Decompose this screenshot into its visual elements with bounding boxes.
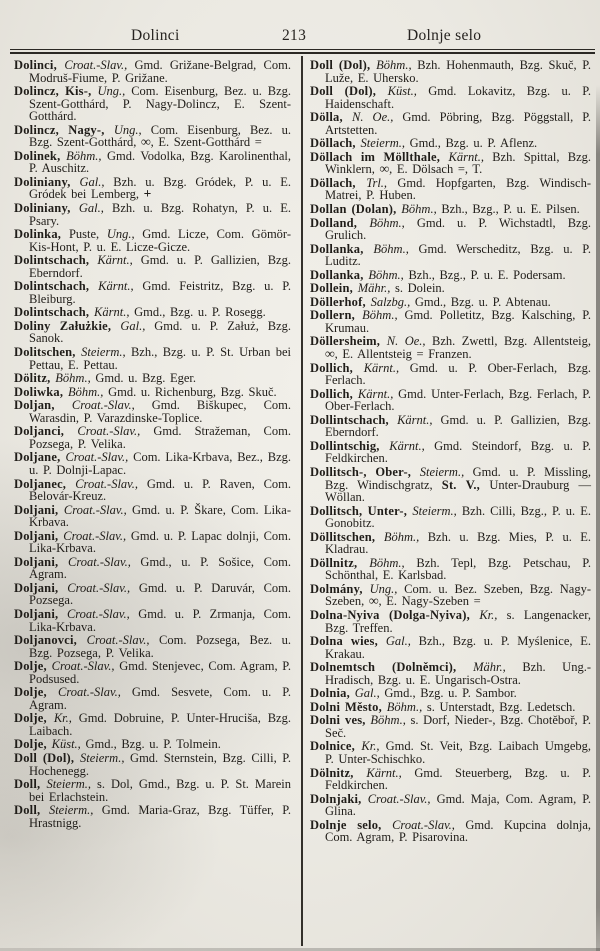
entry-headword: Dolincz, Kis-, [14, 84, 98, 99]
entry-headword: Dolintschach, [14, 253, 98, 268]
entry-headword: Dolje, [14, 737, 52, 752]
entry-region-abbrev: Croat.-Slav., [51, 659, 120, 674]
gazetteer-entry [310, 177, 591, 202]
entry-text: Gmd. Stražeman, Com. Pozsega, P. Velika. [29, 424, 291, 451]
gazetteer-entry [310, 661, 591, 686]
entry-text: Bzh. Hohenmauth, Bzg. Skuč, P. Luže, E. Uhersko. [325, 58, 591, 85]
entry-text: Gmd. Feistritz, Bzg. u. P. Bleiburg. [29, 279, 291, 306]
entry-region-abbrev: Böhm., [401, 202, 442, 217]
gazetteer-entry [14, 59, 291, 84]
gazetteer-entry [310, 466, 591, 504]
entry-region-abbrev: Kärnt., [98, 279, 143, 294]
gazetteer-entry [14, 425, 291, 450]
entry-headword: Doliniany, [14, 174, 80, 189]
entry-text: Gmd. Biškupec, Com. Warasdin, P. Varazdinske-Toplice. [29, 398, 292, 425]
gazetteer-entry [14, 228, 291, 253]
entry-region-abbrev: Kärnt., [94, 305, 135, 320]
entry-text: Gmd., Bzg. u. P. Abtenau. [414, 294, 551, 309]
entry-text: Gmd. Hopfgarten, Bzg. Windisch-Matrei, P. Huben. [325, 175, 591, 203]
header-right-keyword: Dolnje selo [407, 27, 482, 44]
entry-headword: Dölitz, [14, 371, 56, 386]
gazetteer-entry [14, 280, 291, 305]
entry-region-abbrev: Ung., [369, 581, 405, 596]
postal-telegraph-symbol: ∞ [141, 134, 151, 150]
gazetteer-entry [14, 176, 291, 201]
gazetteer-entry [14, 752, 291, 777]
entry-headword: Dollein, [310, 281, 358, 296]
entry-text: Gmd. u. Bzg. Eger. [95, 371, 197, 386]
entry-region-abbrev: N. Oe., [386, 334, 432, 349]
entry-headword: Dolnjaki, [310, 791, 368, 806]
entry-text: Bzh., Bzg. u. P. Myślenice, E. Krakau. [325, 634, 592, 661]
entry-text: Gmd. Maja, Com. Agram, P. Glina. [325, 791, 591, 819]
entry-text: Gmd. Sternstein, Bzg. Cilli, P. Hochenegg. [29, 750, 291, 778]
gazetteer-entry [14, 712, 291, 737]
gazetteer-entry [310, 362, 591, 387]
entry-headword: Dolni Město, [310, 699, 387, 714]
entry-headword: Dolinek, [14, 148, 67, 163]
entry-region-abbrev: Mähr., [473, 660, 523, 675]
entry-text: s. Dolein. [395, 281, 445, 296]
entry-text: Gmd., u. P. Sošice, Com. Agram. [29, 554, 292, 582]
text-columns [14, 59, 594, 947]
running-header [0, 27, 600, 47]
entry-region-abbrev: Gal., [354, 686, 385, 701]
gazetteer-entry [310, 793, 591, 818]
entry-text: Com. Eisenburg, Bez. u. Bzg. Szent-Gotthárd, P. Nagy-Dolincz, E. Szent-Gotthárd. [29, 84, 291, 124]
entry-headword: Dolje, [14, 711, 54, 726]
entry-region-abbrev: Steierm., [80, 750, 131, 765]
entry-region-abbrev: Böhm., [383, 529, 428, 544]
entry-region-abbrev: Croat.-Slav., [67, 580, 139, 595]
entry-region-abbrev: Croat.-Slav., [64, 58, 135, 72]
entry-headword: Dollintschig, [310, 438, 390, 453]
entry-text: Gmd., Bzg. u. P. Rosegg. [134, 305, 266, 320]
entry-region-abbrev: Ung., [106, 227, 143, 242]
entry-text: Bzh. u. Bzg. Rohatyn, P. u. E. Psary. [29, 201, 291, 228]
entry-headword: Doljani, [14, 554, 69, 569]
entry-region-abbrev: Kärnt., [448, 149, 493, 164]
entry-text: Gmd., Bzg. u. P. Tolmein. [85, 737, 221, 752]
entry-text: Gmd. u. P. Daruvár, Com. Pozsega. [29, 580, 292, 608]
left-column [14, 59, 291, 830]
entry-region-abbrev: Steierm., [81, 345, 131, 360]
entry-region-abbrev: Böhm., [68, 384, 109, 399]
entry-headword: Dolje, [14, 659, 52, 674]
entry-headword: Doliwka, [14, 384, 69, 399]
gazetteer-entry [14, 504, 291, 529]
entry-headword: Doliniany, [14, 201, 79, 216]
entry-text: s. Langenacker, Bzg. Treffen. [325, 607, 591, 635]
entry-region-abbrev: Croat.-Slav., [65, 450, 134, 465]
gazetteer-entry [14, 451, 291, 476]
entry-headword: Dollintschach, [310, 412, 398, 427]
entry-headword: Dollitsch-, Ober-, [310, 464, 420, 479]
entry-text: Gmd. Licze, Com. Gömör-Kis-Hont, P. u. E. Licze-Gicze. [29, 227, 292, 254]
entry-headword: Doll (Dol), [310, 58, 377, 72]
entry-region-abbrev: Croat.-Slav., [71, 398, 152, 413]
entry-headword: Dolinka, [14, 227, 69, 242]
entry-headword: Doljanovci, [14, 633, 87, 648]
entry-text: Gmd. u. P. Załuż, Bzg. Sanok. [29, 318, 292, 346]
entry-region-abbrev: Mähr., [357, 281, 396, 296]
gazetteer-entry [14, 150, 291, 175]
entry-text: , E. Szent-Gotthárd = [150, 135, 262, 150]
postal-telegraph-symbol: + [143, 186, 152, 202]
gazetteer-entry [310, 557, 591, 582]
entry-headword: Doljani, [14, 528, 64, 543]
gazetteer-entry [310, 282, 591, 295]
entry-headword: Doljani, [14, 606, 67, 621]
entry-text: Gmd. u. P. Missling, Bzg. Windischgratz, [325, 464, 592, 492]
entry-text: Bzh. Ung.-Hradisch, Bzg. u. E. Ungarisch-Ostra. [325, 660, 591, 687]
gazetteer-entry [310, 59, 591, 84]
entry-headword: Dolintschach, [14, 279, 99, 294]
entry-text: Bzh. Spittal, Bzg. Winklern, [325, 149, 591, 177]
entry-region-abbrev: Böhm., [376, 58, 418, 72]
entry-region-abbrev: Gal., [78, 201, 113, 216]
entry-headword: Doll (Dol), [310, 84, 388, 99]
entry-text: Bzh. Cilli, Bzg., P. u. E. Gonobitz. [325, 503, 591, 531]
gazetteer-entry [14, 386, 291, 399]
entry-region-abbrev: Kr., [53, 711, 79, 726]
entry-text: s. Dorf, Nieder-, Bzg. Chotěboř, P. Seč. [325, 713, 591, 740]
entry-region-abbrev: Steierm., [360, 136, 410, 151]
header-rule [10, 49, 595, 54]
entry-headword: Dolitschen, [14, 345, 82, 360]
gazetteer-entry [310, 609, 591, 634]
gazetteer-entry [310, 388, 591, 413]
entry-region-abbrev: N. Oe., [352, 110, 403, 125]
entry-region-abbrev: Croat.-Slav., [392, 817, 466, 832]
entry-headword: Dölnitz, [310, 765, 367, 780]
gazetteer-entry [310, 687, 591, 700]
entry-headword: Dolland, [310, 215, 370, 230]
gazetteer-entry [14, 556, 291, 581]
entry-headword: Dölla, [310, 110, 353, 125]
gazetteer-entry [310, 151, 591, 176]
entry-region-abbrev: Gal., [120, 318, 155, 333]
entry-headword: Doljani, [14, 580, 68, 595]
entry-text: Gmd. Steuerberg, Bzg. u. P. Feldkirchen. [325, 765, 591, 793]
entry-text: Gmd. u. P. Ober-Ferlach, Bzg. Ferlach. [325, 360, 591, 388]
postal-telegraph-symbol: ∞ [379, 161, 390, 177]
entry-region-abbrev: Kärnt., [389, 438, 435, 453]
entry-text: Gmd. Maria-Graz, Bzg. Tüffer, P. Hrastnigg. [29, 803, 291, 830]
entry-region-abbrev: Steierm., [419, 464, 473, 479]
entry-region-abbrev: Kärnt., [366, 765, 415, 780]
entry-text: Gmd. Unter-Ferlach, Bzg. Ferlach, P. Ober-Ferlach. [325, 386, 591, 414]
entry-text: Gmd. u. P. Wichstadtl, Bzg. Grulich. [325, 215, 591, 243]
entry-headword: Doljanci, [14, 424, 78, 439]
entry-text: Gmd. Lokavitz, Bzg. u. P. Haidenschaft. [325, 84, 591, 111]
entry-text: s. Dol, Gmd., Bzg. u. P. St. Marein bei Erlachstein. [29, 777, 291, 804]
entry-headword: Dolincz, Nagy-, [14, 122, 114, 137]
gazetteer-entry [310, 414, 591, 439]
entry-text: Gmd. Kupcina dolnja, Com. Agram, P. Pisarovina. [325, 817, 591, 845]
gazetteer-entry [310, 217, 591, 242]
entry-region-abbrev: Böhm., [369, 215, 417, 230]
entry-region-abbrev: Croat.-Slav., [66, 606, 139, 621]
entry-text: Gmd. Steindorf, Bzg. u. P. Feldkirchen. [325, 438, 591, 466]
entry-region-abbrev: Böhm., [66, 148, 107, 163]
gazetteer-entry [14, 686, 291, 711]
entry-text: Gmd. St. Veit, Bzg. Laibach Umgebg, P. Unter-Schischko. [325, 739, 591, 766]
entry-headword: Dollich, [310, 360, 364, 375]
entry-region-abbrev: Kr., [479, 607, 507, 622]
gazetteer-entry [310, 111, 591, 136]
entry-text: Bzh. Zwettl, Bzg. Allentsteig, [432, 334, 591, 349]
entry-text: Bzh. Tepl, Bzg. Petschau, P. Schönthal, E. Karlsbad. [325, 555, 591, 583]
entry-region-abbrev: Kärnt., [397, 412, 441, 427]
gazetteer-entry [14, 608, 291, 633]
entry-region-abbrev: Steierm., [48, 803, 102, 818]
entry-region-abbrev: Böhm., [55, 371, 96, 386]
entry-region-abbrev: Croat.-Slav., [75, 476, 147, 491]
page-number: 213 [282, 27, 307, 44]
postal-telegraph-symbol: ∞ [325, 346, 335, 362]
gazetteer-entry [14, 320, 291, 345]
gazetteer-entry [14, 804, 291, 829]
entry-region-abbrev: Salzbg., [370, 294, 415, 309]
entry-text: Gmd. u. P. Zrmanja, Com. Lika-Krbava. [29, 606, 292, 634]
entry-headword: Dolje, [14, 685, 59, 700]
entry-region-abbrev: Böhm., [369, 555, 417, 570]
entry-text: Gmd. u. P. Gallizien, Bzg. Eberndorf. [29, 253, 291, 280]
entry-text: Bzh., Bzg., P. u. E. Pilsen. [441, 202, 580, 217]
entry-text: Gmd. Dobruine, P. Unter-Hruciša, Bzg. Laibach. [29, 711, 291, 738]
entry-region-abbrev: Böhm., [368, 267, 409, 282]
entry-text: Bzh. u. Bzg. Gródek, P. u. E. Gródek bei Lemberg, [29, 174, 291, 202]
entry-text: Gmd. Pöbring, Bzg. Pöggstall, P. Artstetten. [325, 110, 591, 137]
entry-region-abbrev: Kr., [361, 739, 386, 754]
gazetteer-entry [310, 583, 591, 608]
right-column [310, 59, 591, 845]
entry-headword: Dollanka, [310, 241, 374, 256]
entry-text: , E. Nagy-Szeben = [378, 594, 481, 609]
gazetteer-entry [310, 440, 591, 465]
entry-text: , E. Allentsteig = Franzen. [334, 347, 472, 362]
gazetteer-entry [14, 530, 291, 555]
entry-region-abbrev: Küst., [51, 737, 86, 752]
entry-headword: Dollanka, [310, 267, 369, 282]
entry-region-abbrev: Croat.-Slav., [367, 791, 437, 806]
entry-headword: Döllerhof, [310, 294, 371, 309]
entry-text: Unter-Drauburg — Wöllan. [325, 477, 591, 505]
gazetteer-entry [310, 714, 591, 739]
entry-headword: Dolinci, [14, 58, 65, 72]
gazetteer-entry [310, 740, 591, 765]
gazetteer-entry [310, 767, 591, 792]
gazetteer-entry [310, 269, 591, 282]
entry-text: Gmd. Grižane-Belgrad, Com. Modruš-Fiume, P. Grižane. [29, 58, 291, 85]
entry-headword: Döllach, [310, 175, 367, 190]
entry-headword: Doljane, [14, 450, 66, 465]
gazetteer-entry [310, 505, 591, 530]
entry-region-abbrev: Böhm., [373, 241, 419, 256]
entry-region-abbrev: Steierm., [46, 777, 97, 792]
entry-headword: St. V., [441, 477, 490, 492]
entry-headword: Dolna wies, [310, 634, 386, 649]
gazetteer-entry [14, 306, 291, 319]
entry-headword: Dolmány, [310, 581, 370, 596]
entry-region-abbrev: Croat.-Slav., [63, 528, 131, 543]
entry-text: Com. Pozsega, Bez. u. Bzg. Pozsega, P. Velika. [29, 633, 291, 660]
entry-text: s. Unterstadt, Bzg. Ledetsch. [426, 699, 576, 714]
entry-region-abbrev: Kärnt., [363, 360, 410, 375]
gazetteer-entry [14, 478, 291, 503]
entry-headword: Doljanec, [14, 476, 76, 491]
entry-text: Gmd. u. P. Gallizien, Bzg. Eberndorf. [325, 412, 591, 440]
entry-text: Gmd., Bzg. u. P. Aflenz. [409, 136, 538, 151]
entry-region-abbrev: Böhm., [370, 713, 411, 728]
gazetteer-entry [14, 660, 291, 685]
gazetteer-entry [14, 202, 291, 227]
gazetteer-entry [310, 243, 591, 268]
entry-headword: Dolnia, [310, 686, 355, 701]
entry-text: Gmd. u. Richenburg, Bzg. Skuč. [108, 384, 277, 399]
gazetteer-entry [310, 701, 591, 714]
gazetteer-entry [14, 346, 291, 371]
entry-text: Puste, [68, 227, 107, 242]
entry-region-abbrev: Croat.-Slav., [86, 633, 160, 648]
postal-telegraph-symbol: ∞ [368, 593, 379, 609]
gazetteer-entry [14, 372, 291, 385]
scan-edge-artifact [596, 85, 600, 951]
entry-region-abbrev: Steierm., [412, 503, 462, 518]
gazetteer-entry [310, 531, 591, 556]
entry-headword: Dolni ves, [310, 713, 371, 728]
entry-text: Gmd. u. P. Lapac dolnji, Com. Lika-Krbava. [29, 528, 292, 556]
gazetteer-entry [14, 738, 291, 751]
gazetteer-entry [14, 85, 291, 123]
gazetteer-entry [14, 582, 291, 607]
gazetteer-entry [310, 85, 591, 110]
gazetteer-entry [310, 296, 591, 309]
entry-text: Gmd. Vodolka, Bzg. Karolinenthal, P. Auschitz. [29, 148, 291, 176]
entry-text: Gmd. Werscheditz, Bzg. u. P. Luditz. [325, 241, 591, 269]
entry-region-abbrev: Gal., [385, 634, 419, 649]
entry-region-abbrev: Böhm., [362, 308, 405, 323]
gazetteer-entry [14, 634, 291, 659]
header-left-keyword: Dolinci [131, 27, 180, 44]
entry-text: Gmd. u. P. Škare, Com. Lika-Krbava. [29, 502, 292, 530]
entry-headword: Dolintschach, [14, 305, 95, 320]
entry-headword: Döllersheim, [310, 334, 387, 349]
entry-region-abbrev: Croat.-Slav., [68, 554, 141, 569]
entry-region-abbrev: Kärnt., [357, 386, 399, 401]
entry-headword: Dolnje selo, [310, 817, 393, 832]
gazetteer-entry [310, 203, 591, 216]
entry-text: Gmd., Bzg. u. P. Sambor. [384, 686, 517, 701]
entry-region-abbrev: Croat.-Slav., [63, 502, 133, 517]
entry-headword: Dolnemtsch (Dolněmci), [310, 660, 474, 675]
entry-headword: Döllach, [310, 136, 361, 151]
entry-text: Com. u. Bez. Szeben, Bzg. Nagy-Szeben, [325, 581, 591, 609]
entry-region-abbrev: Croat.-Slav., [58, 685, 132, 700]
gazetteer-entry [14, 124, 291, 149]
entry-headword: Dollich, [310, 386, 358, 401]
entry-text: Com. Lika-Krbava, Bez., Bzg. u. P. Dolnji-Lapac. [29, 450, 292, 477]
entry-headword: Dolnice, [310, 739, 362, 754]
gazetteer-entry [310, 335, 591, 360]
entry-headword: Dollan (Dolan), [310, 202, 402, 217]
gazetteer-entry [310, 309, 591, 334]
entry-headword: Doll, [14, 803, 49, 818]
entry-headword: Döllitschen, [310, 529, 384, 544]
entry-region-abbrev: Croat.-Slav., [77, 424, 154, 439]
entry-region-abbrev: Ung., [97, 84, 132, 99]
entry-headword: Dollitsch, Unter-, [310, 503, 413, 518]
entry-text: Gmd. Sesvete, Com. u. P. Agram. [29, 685, 292, 712]
gazetteer-entry [310, 137, 591, 150]
entry-text: Gmd. Polletitz, Bzg. Kalsching, P. Krumau. [325, 308, 591, 335]
entry-region-abbrev: Küst., [387, 84, 429, 99]
gazetteer-entry [14, 778, 291, 803]
gazetteer-entry [310, 635, 591, 660]
entry-text: Gmd. Stenjevec, Com. Agram, P. Podsused. [29, 659, 291, 686]
entry-headword: Dolna-Nyiva (Dolga-Nyiva), [310, 607, 480, 622]
entry-text: , E. Dölsach =, T. [389, 162, 483, 177]
entry-text: Bzh., Bzg. u. P. St. Urban bei Pettau, E. Pettau. [29, 345, 291, 372]
entry-region-abbrev: Kärnt., [97, 253, 141, 268]
entry-headword: Doljan, [14, 398, 72, 413]
entry-text: Bzh., Bzg., P. u. E. Podersam. [408, 267, 566, 282]
entry-text: Com. Eisenburg, Bez. u. Bzg. Szent-Gotthárd, [29, 122, 291, 150]
entry-headword: Dollern, [310, 308, 363, 323]
entry-region-abbrev: Trl., [366, 175, 398, 190]
entry-region-abbrev: Ung., [113, 122, 151, 137]
entry-headword: Doll (Dol), [14, 750, 81, 765]
entry-text: Gmd. u. P. Raven, Com. Belovár-Kreuz. [29, 476, 292, 504]
entry-text: Bzh. u. Bzg. Mies, P. u. E. Kladrau. [325, 529, 591, 557]
gazetteer-entry [14, 254, 291, 279]
gazetteer-entry [310, 819, 591, 844]
entry-headword: Döllnitz, [310, 555, 370, 570]
entry-region-abbrev: Böhm., [386, 699, 427, 714]
gazetteer-entry [14, 399, 291, 424]
entry-headword: Doliny Załużkie, [14, 318, 121, 333]
entry-headword: Döllach im Möllthale, [310, 149, 449, 164]
entry-headword: Doljani, [14, 502, 64, 517]
entry-headword: Doll, [14, 777, 47, 792]
entry-region-abbrev: Gal., [79, 174, 114, 189]
